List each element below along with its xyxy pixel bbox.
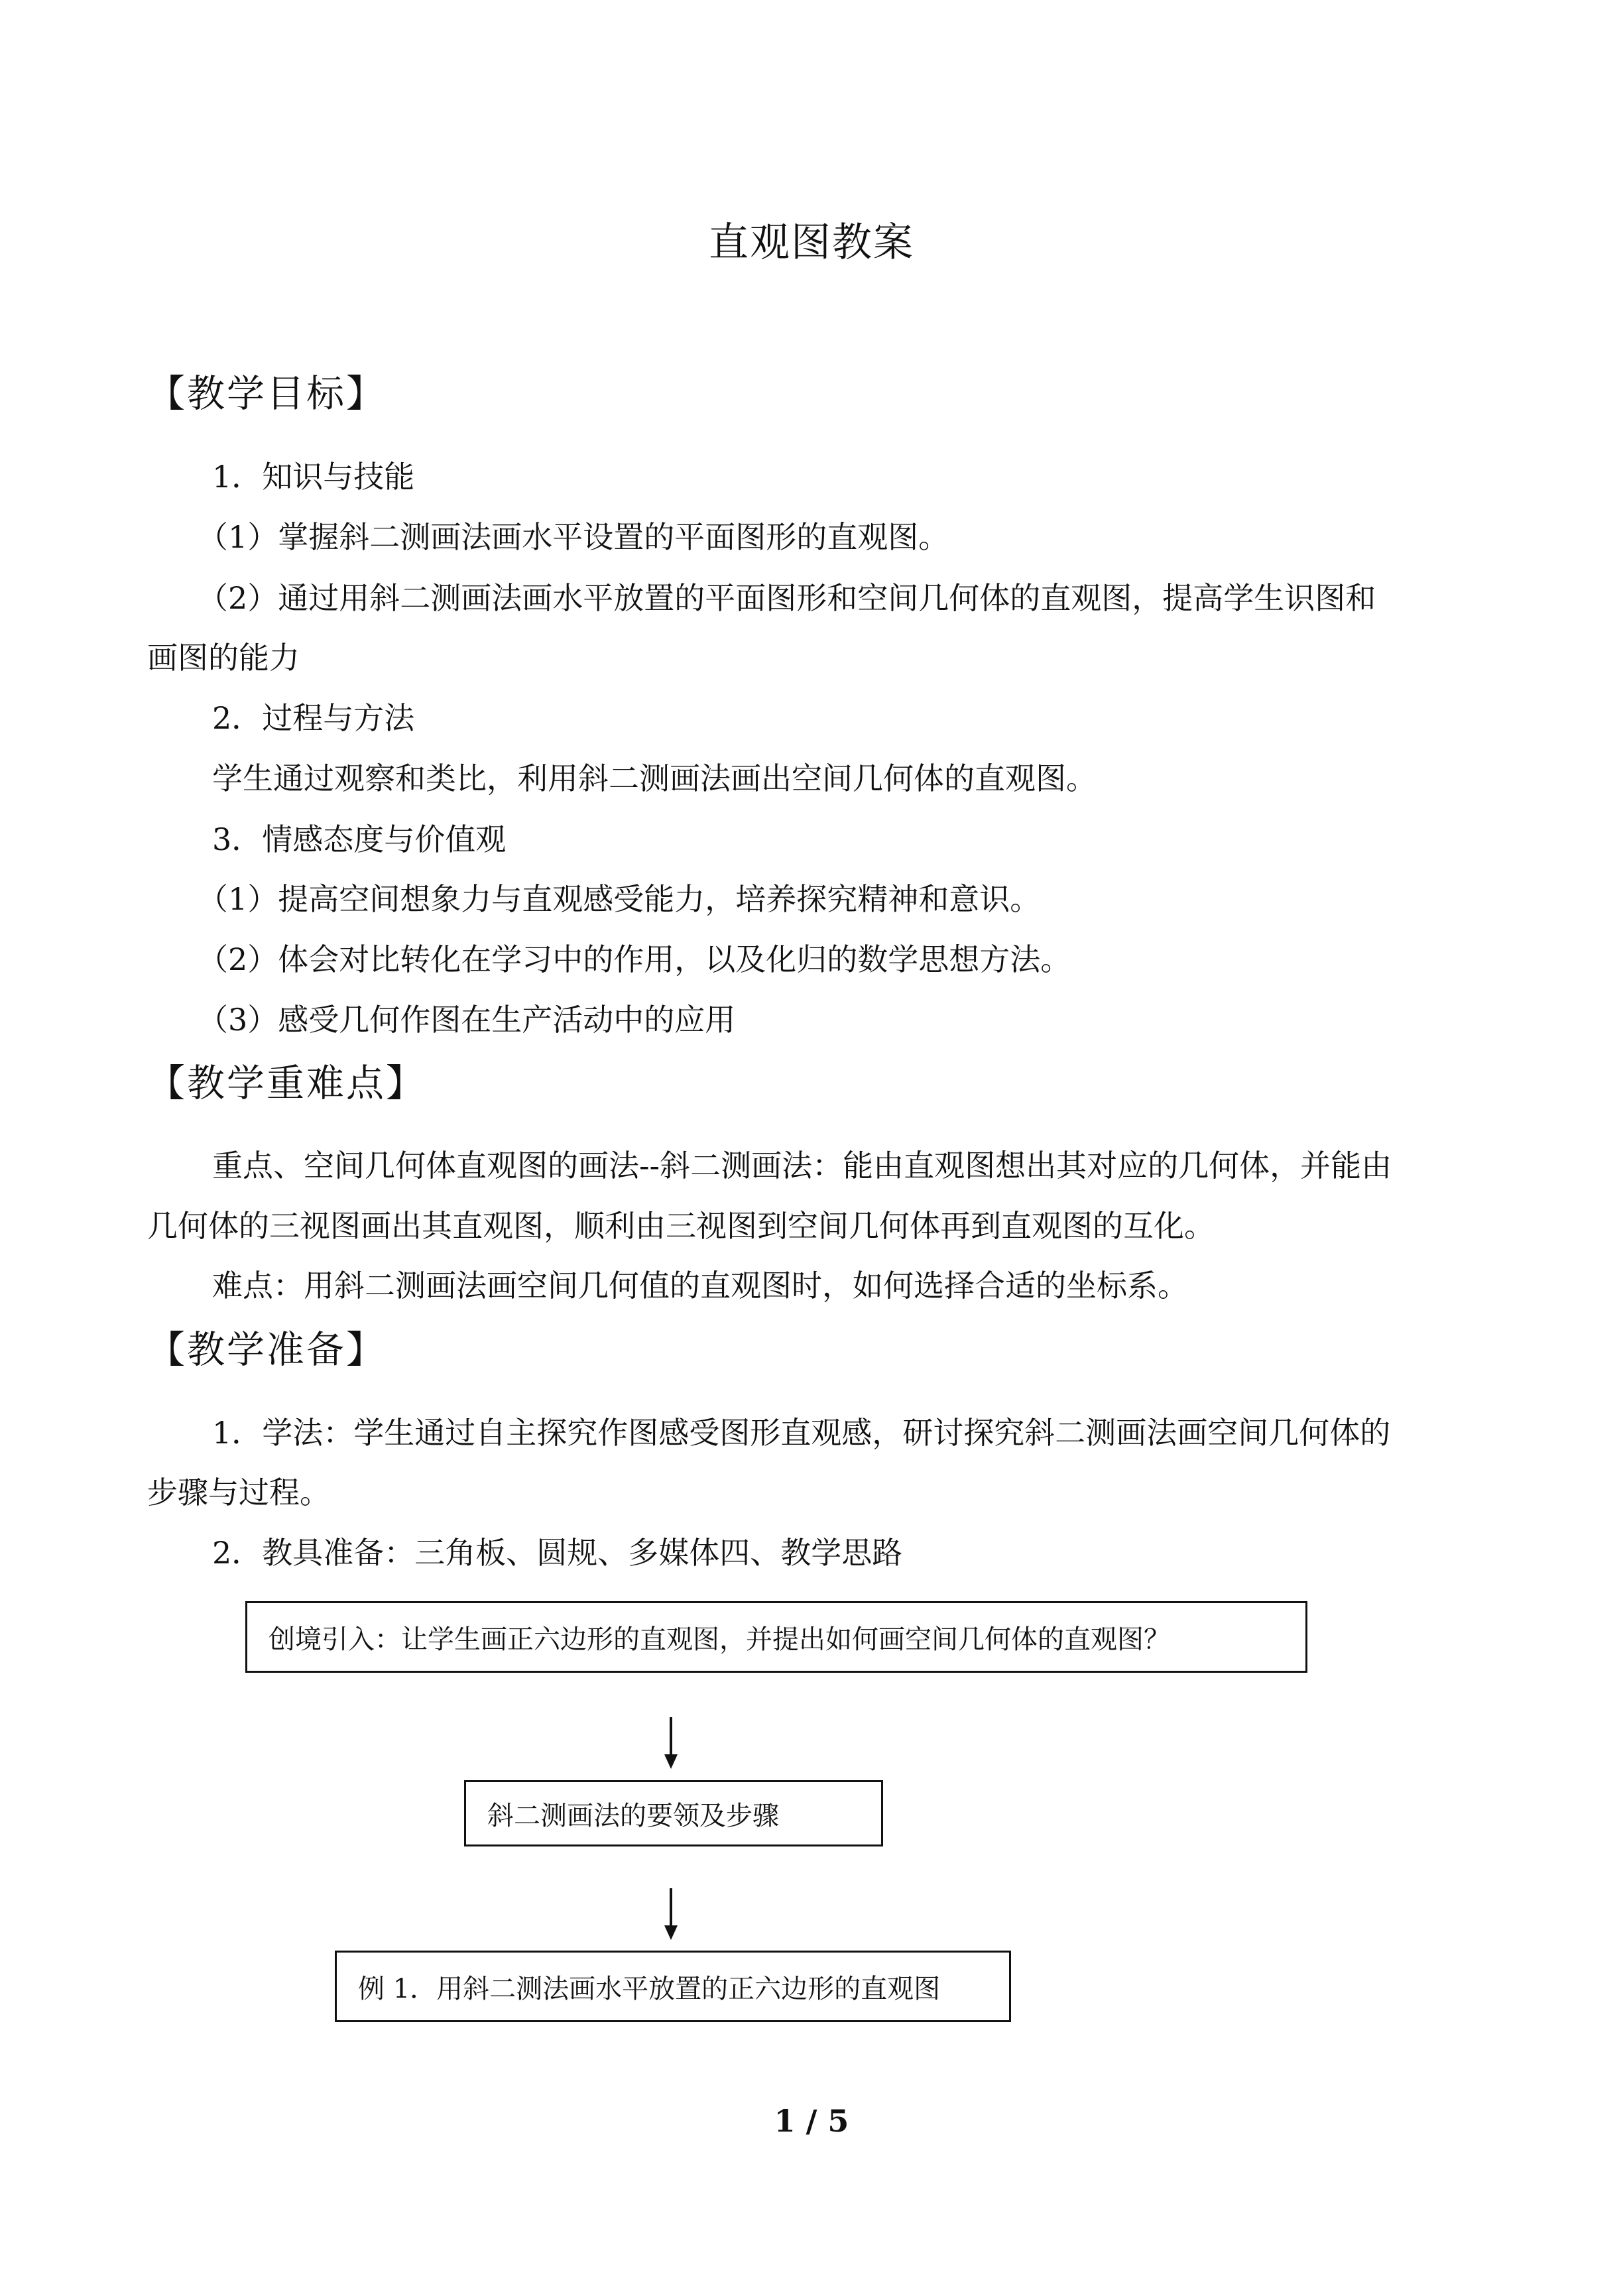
flowchart-box-example: 例 1．用斜二测法画水平放置的正六边形的直观图 bbox=[335, 1951, 1011, 2022]
flowchart-arrow bbox=[670, 1717, 672, 1757]
page-number: 1 / 5 bbox=[774, 2103, 849, 2139]
paragraph: 3．情感态度与价值观 bbox=[212, 821, 507, 857]
paragraph: 1．学法：学生通过自主探究作图感受图形直观感，研讨探究斜二测画法画空间几何体的 bbox=[212, 1415, 1391, 1451]
arrow-down-icon bbox=[664, 1925, 678, 1940]
paragraph: 2．过程与方法 bbox=[212, 700, 415, 736]
flowchart-arrow bbox=[670, 1888, 672, 1928]
section-heading-goals: 【教学目标】 bbox=[147, 372, 386, 416]
flowchart-box-intro: 创境引入：让学生画正六边形的直观图，并提出如何画空间几何体的直观图？ bbox=[245, 1601, 1307, 1673]
paragraph: 步骤与过程。 bbox=[147, 1475, 330, 1510]
paragraph: （1）掌握斜二测画法画水平设置的平面图形的直观图。 bbox=[198, 519, 949, 555]
paragraph: （2）体会对比转化在学习中的作用，以及化归的数学思想方法。 bbox=[198, 941, 1071, 977]
paragraph: （3）感受几何作图在生产活动中的应用 bbox=[198, 1002, 736, 1038]
page-title: 直观图教案 bbox=[709, 219, 914, 266]
paragraph: （2）通过用斜二测画法画水平放置的平面图形和空间几何体的直观图，提高学生识图和 bbox=[198, 580, 1376, 616]
flowchart-box-method: 斜二测画法的要领及步骤 bbox=[464, 1780, 883, 1846]
section-heading-preparation: 【教学准备】 bbox=[147, 1328, 386, 1372]
paragraph: 重点、空间几何体直观图的画法--斜二测画法：能由直观图想出其对应的几何体，并能由 bbox=[212, 1148, 1392, 1183]
paragraph: （1）提高空间想象力与直观感受能力，培养探究精神和意识。 bbox=[198, 881, 1041, 917]
paragraph: 2．教具准备：三角板、圆规、多媒体四、教学思路 bbox=[212, 1535, 903, 1571]
arrow-down-icon bbox=[664, 1754, 678, 1769]
paragraph: 难点：用斜二测画法画空间几何值的直观图时，如何选择合适的坐标系。 bbox=[212, 1268, 1188, 1303]
paragraph: 学生通过观察和类比，利用斜二测画法画出空间几何体的直观图。 bbox=[212, 760, 1097, 796]
paragraph: 画图的能力 bbox=[147, 640, 300, 676]
section-heading-key-points: 【教学重难点】 bbox=[147, 1061, 426, 1105]
paragraph: 1．知识与技能 bbox=[212, 459, 415, 495]
paragraph: 几何体的三视图画出其直观图，顺利由三视图到空间几何体再到直观图的互化。 bbox=[147, 1208, 1215, 1244]
